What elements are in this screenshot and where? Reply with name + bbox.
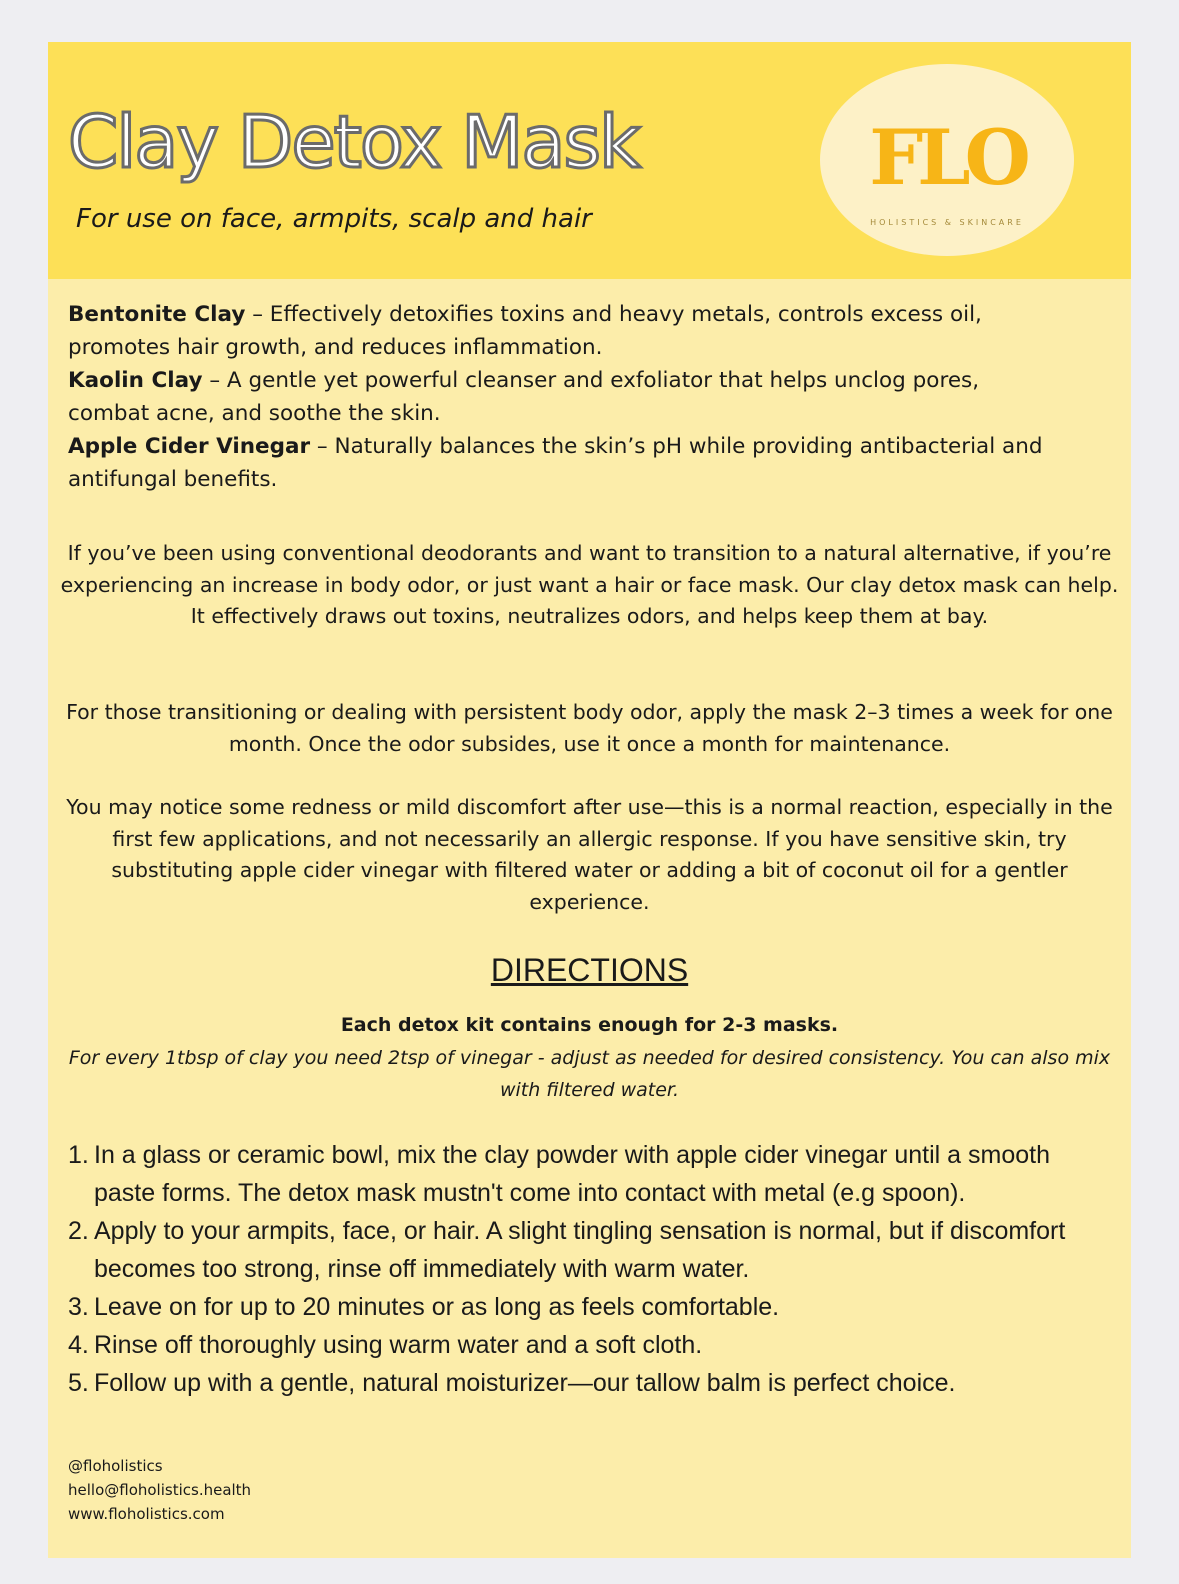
step-item bbox=[68, 1212, 1068, 1288]
step-text: Rinse off thoroughly using warm water and a soft cloth. bbox=[94, 1331, 703, 1359]
recipe-sheet bbox=[48, 42, 1131, 1558]
step-item bbox=[68, 1136, 1068, 1212]
kit-note: Each detox kit contains enough for 2-3 masks. bbox=[340, 1014, 839, 1036]
step-item bbox=[68, 1288, 1068, 1326]
step-number: 4. bbox=[68, 1331, 89, 1359]
brand-logo bbox=[820, 64, 1074, 256]
ingredient-item bbox=[68, 298, 1058, 364]
ingredient-name: Apple Cider Vinegar bbox=[68, 434, 311, 459]
ingredient-description: – A gentle yet powerful cleanser and exfoliator that helps unclog pores, combat acne, and soothe the skin. bbox=[68, 368, 980, 426]
step-number: 1. bbox=[68, 1141, 89, 1169]
step-text: Apply to your armpits, face, or hair. A slight tingling sensation is normal, but if discomfort becomes too strong, rinse off immediately with warm water. bbox=[94, 1217, 1066, 1283]
ingredient-description: – Effectively detoxifies toxins and heavy metals, controls excess oil, promotes hair growth, and reduces inflammation. bbox=[68, 302, 982, 360]
sensitivity-paragraph: You may notice some redness or mild discomfort after use—this is a normal reaction, especially in the first few applications, and not necessarily an allergic response. If you have sensitive skin, try substituting apple cider vinegar with filtered water or adding a bit of coconut oil for a gentler experience. bbox=[66, 795, 1113, 914]
ratio-note: For every 1tbsp of clay you need 2tsp of vinegar - adjust as needed for desired consistency. You can also mix with filtered water. bbox=[68, 1047, 1111, 1101]
step-text: Leave on for up to 20 minutes or as long as feels comfortable. bbox=[94, 1293, 780, 1321]
ingredient-description: – Naturally balances the skin’s pH while providing antibacterial and antifungal benefits. bbox=[68, 434, 1043, 492]
website-url: www.floholistics.com bbox=[68, 1505, 225, 1523]
step-number: 5. bbox=[68, 1369, 89, 1397]
intro-paragraph: If you’ve been using conventional deodorants and want to transition to a natural alternative, if you’re experiencing an increase in body odor, or just want a hair or face mask. Our clay detox mask can help. It effectively draws out toxins, neutralizes odors, and helps keep them at bay. bbox=[60, 541, 1119, 628]
step-item bbox=[68, 1326, 1068, 1364]
ingredient-name: Bentonite Clay bbox=[68, 302, 246, 327]
social-handle: @floholistics bbox=[68, 1457, 163, 1475]
step-item bbox=[68, 1364, 1068, 1402]
step-text: Follow up with a gentle, natural moisturizer—our tallow balm is perfect choice. bbox=[94, 1369, 956, 1397]
page-subtitle: For use on face, armpits, scalp and hair bbox=[76, 204, 592, 234]
step-number: 3. bbox=[68, 1293, 89, 1321]
ingredient-name: Kaolin Clay bbox=[68, 368, 203, 393]
page-title: Clay Detox Mask bbox=[68, 100, 639, 184]
directions-steps bbox=[68, 1136, 1068, 1402]
step-text: In a glass or ceramic bowl, mix the clay powder with apple cider vinegar until a smooth paste forms. The detox mask mustn't come into contact with metal (e.g spoon). bbox=[94, 1141, 1050, 1207]
ingredient-item bbox=[68, 364, 1058, 430]
contact-info bbox=[68, 1454, 251, 1526]
email-address: hello@floholistics.health bbox=[68, 1481, 252, 1499]
directions-heading: DIRECTIONS bbox=[490, 952, 689, 988]
ingredients-list bbox=[68, 298, 1058, 496]
header-banner bbox=[48, 42, 1131, 279]
ingredient-item bbox=[68, 430, 1058, 496]
logo-wordmark: FLO bbox=[869, 113, 1025, 202]
logo-tagline: HOLISTICS & SKINCARE bbox=[870, 218, 1024, 227]
frequency-paragraph: For those transitioning or dealing with persistent body odor, apply the mask 2–3 times a week for one month. Once the odor subsides, use it once a month for maintenance. bbox=[66, 700, 1113, 756]
step-number: 2. bbox=[68, 1217, 89, 1245]
